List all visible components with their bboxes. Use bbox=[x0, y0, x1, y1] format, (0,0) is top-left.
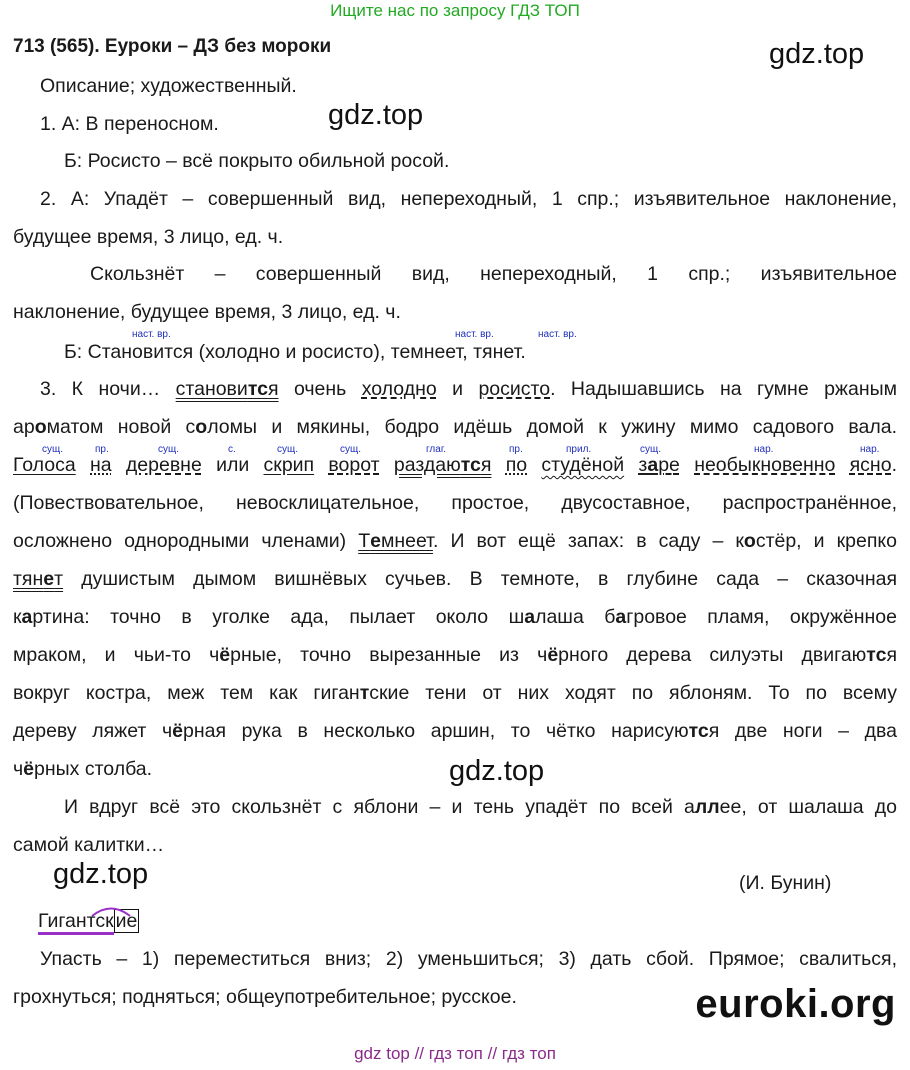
text-line: вокруг костра, меж тем как гигантские тени от них ходят по яблоням. То по всему bbox=[13, 682, 897, 704]
label-nast: наст. вр. bbox=[132, 329, 171, 340]
text-line: 3. К ночи… становится очень холодно и росисто. Надышавшись на гумне ржаным bbox=[40, 378, 898, 400]
root-arc-icon bbox=[90, 903, 132, 917]
text-line: Описание; художественный. bbox=[40, 75, 297, 97]
text-line: Упасть – 1) переместиться вниз; 2) уменьшиться; 3) дать сбой. Прямое; свалиться, bbox=[40, 948, 897, 970]
watermark: gdz.top bbox=[449, 755, 545, 787]
watermark: gdz.top bbox=[769, 38, 865, 70]
text-line: Голоса на деревне или скрип ворот раздаются по студёной заре необыкновенно ясно. bbox=[13, 454, 897, 476]
text-line: (Повествовательное, невосклицательное, простое, двусоставное, распространённое, bbox=[13, 492, 897, 514]
text-line: картина: точно в уголке ада, пылает около шалаша багровое пламя, окружённое bbox=[13, 606, 897, 628]
label-sushch: сущ. bbox=[340, 444, 362, 455]
label-sushch: сущ. bbox=[42, 444, 64, 455]
text-line: Б: Становится (холодно и росисто), темнеет, тянет. bbox=[64, 341, 526, 363]
text-line: грохнуться; подняться; общеупотребительное; русское. bbox=[13, 986, 517, 1008]
text-line: Скользнёт – совершенный вид, непереходный, 1 спр.; изъявительное bbox=[90, 263, 897, 285]
text-line: И вдруг всё это скользнёт с яблони – и тень упадёт по всей аллее, от шалаша до bbox=[64, 796, 897, 818]
root-arc: Гигантск bbox=[38, 910, 114, 935]
text-line: 2. А: Упадёт – совершенный вид, непереходный, 1 спр.; изъявительное наклонение, bbox=[40, 188, 897, 210]
text-line: чёрных столба. bbox=[13, 758, 153, 780]
label-nast: наст. вр. bbox=[538, 329, 577, 340]
label-sushch: сущ. bbox=[640, 444, 662, 455]
label-pril: прил. bbox=[566, 444, 592, 455]
label-glag: глаг. bbox=[426, 444, 447, 455]
label-nast: наст. вр. bbox=[455, 329, 494, 340]
label-pr: пр. bbox=[95, 444, 109, 455]
text-line: 1. А: В переносном. bbox=[40, 113, 219, 135]
watermark: gdz.top bbox=[328, 99, 424, 131]
label-s: с. bbox=[228, 444, 236, 455]
footer-links[interactable]: gdz top // гдз топ // гдз топ bbox=[354, 1044, 556, 1063]
text-line: будущее время, 3 лицо, ед. ч. bbox=[13, 226, 284, 248]
label-pr: пр. bbox=[509, 444, 523, 455]
text-line: дереву ляжет чёрная рука в несколько аршин, то чётко нарисуются две ноги – два bbox=[13, 720, 898, 742]
watermark: gdz.top bbox=[53, 858, 149, 890]
author: (И. Бунин) bbox=[739, 872, 832, 894]
text-line: осложнено однородными членами) Темнеет. И вот ещё запах: в саду – костёр, и крепко bbox=[13, 530, 897, 552]
label-sushch: сущ. bbox=[277, 444, 299, 455]
euroki-logo: euroki.org bbox=[695, 982, 896, 1026]
page-title: 713 (565). Еуроки – ДЗ без мороки bbox=[13, 36, 332, 57]
text-line: наклонение, будущее время, 3 лицо, ед. ч. bbox=[13, 301, 401, 323]
label-nar: нар. bbox=[754, 444, 774, 455]
text-line: мраком, и чьи-то чёрные, точно вырезанные из чёрного дерева силуэты двигаются bbox=[13, 644, 897, 666]
text-line: самой калитки… bbox=[13, 834, 165, 856]
label-nar: нар. bbox=[860, 444, 880, 455]
label-sushch: сущ. bbox=[158, 444, 180, 455]
text-line: тянет душистым дымом вишнёвых сучьев. В темноте, в глубине сада – сказочная bbox=[13, 568, 897, 590]
top-banner[interactable]: Ищите нас по запросу ГДЗ ТОП bbox=[330, 1, 580, 20]
text-line: Б: Росисто – всё покрыто обильной росой. bbox=[64, 150, 450, 172]
ending-box: ие bbox=[115, 910, 138, 932]
text-line: ароматом новой соломы и мякины, бодро идёшь домой к ужину мимо садового вала. bbox=[13, 416, 897, 438]
